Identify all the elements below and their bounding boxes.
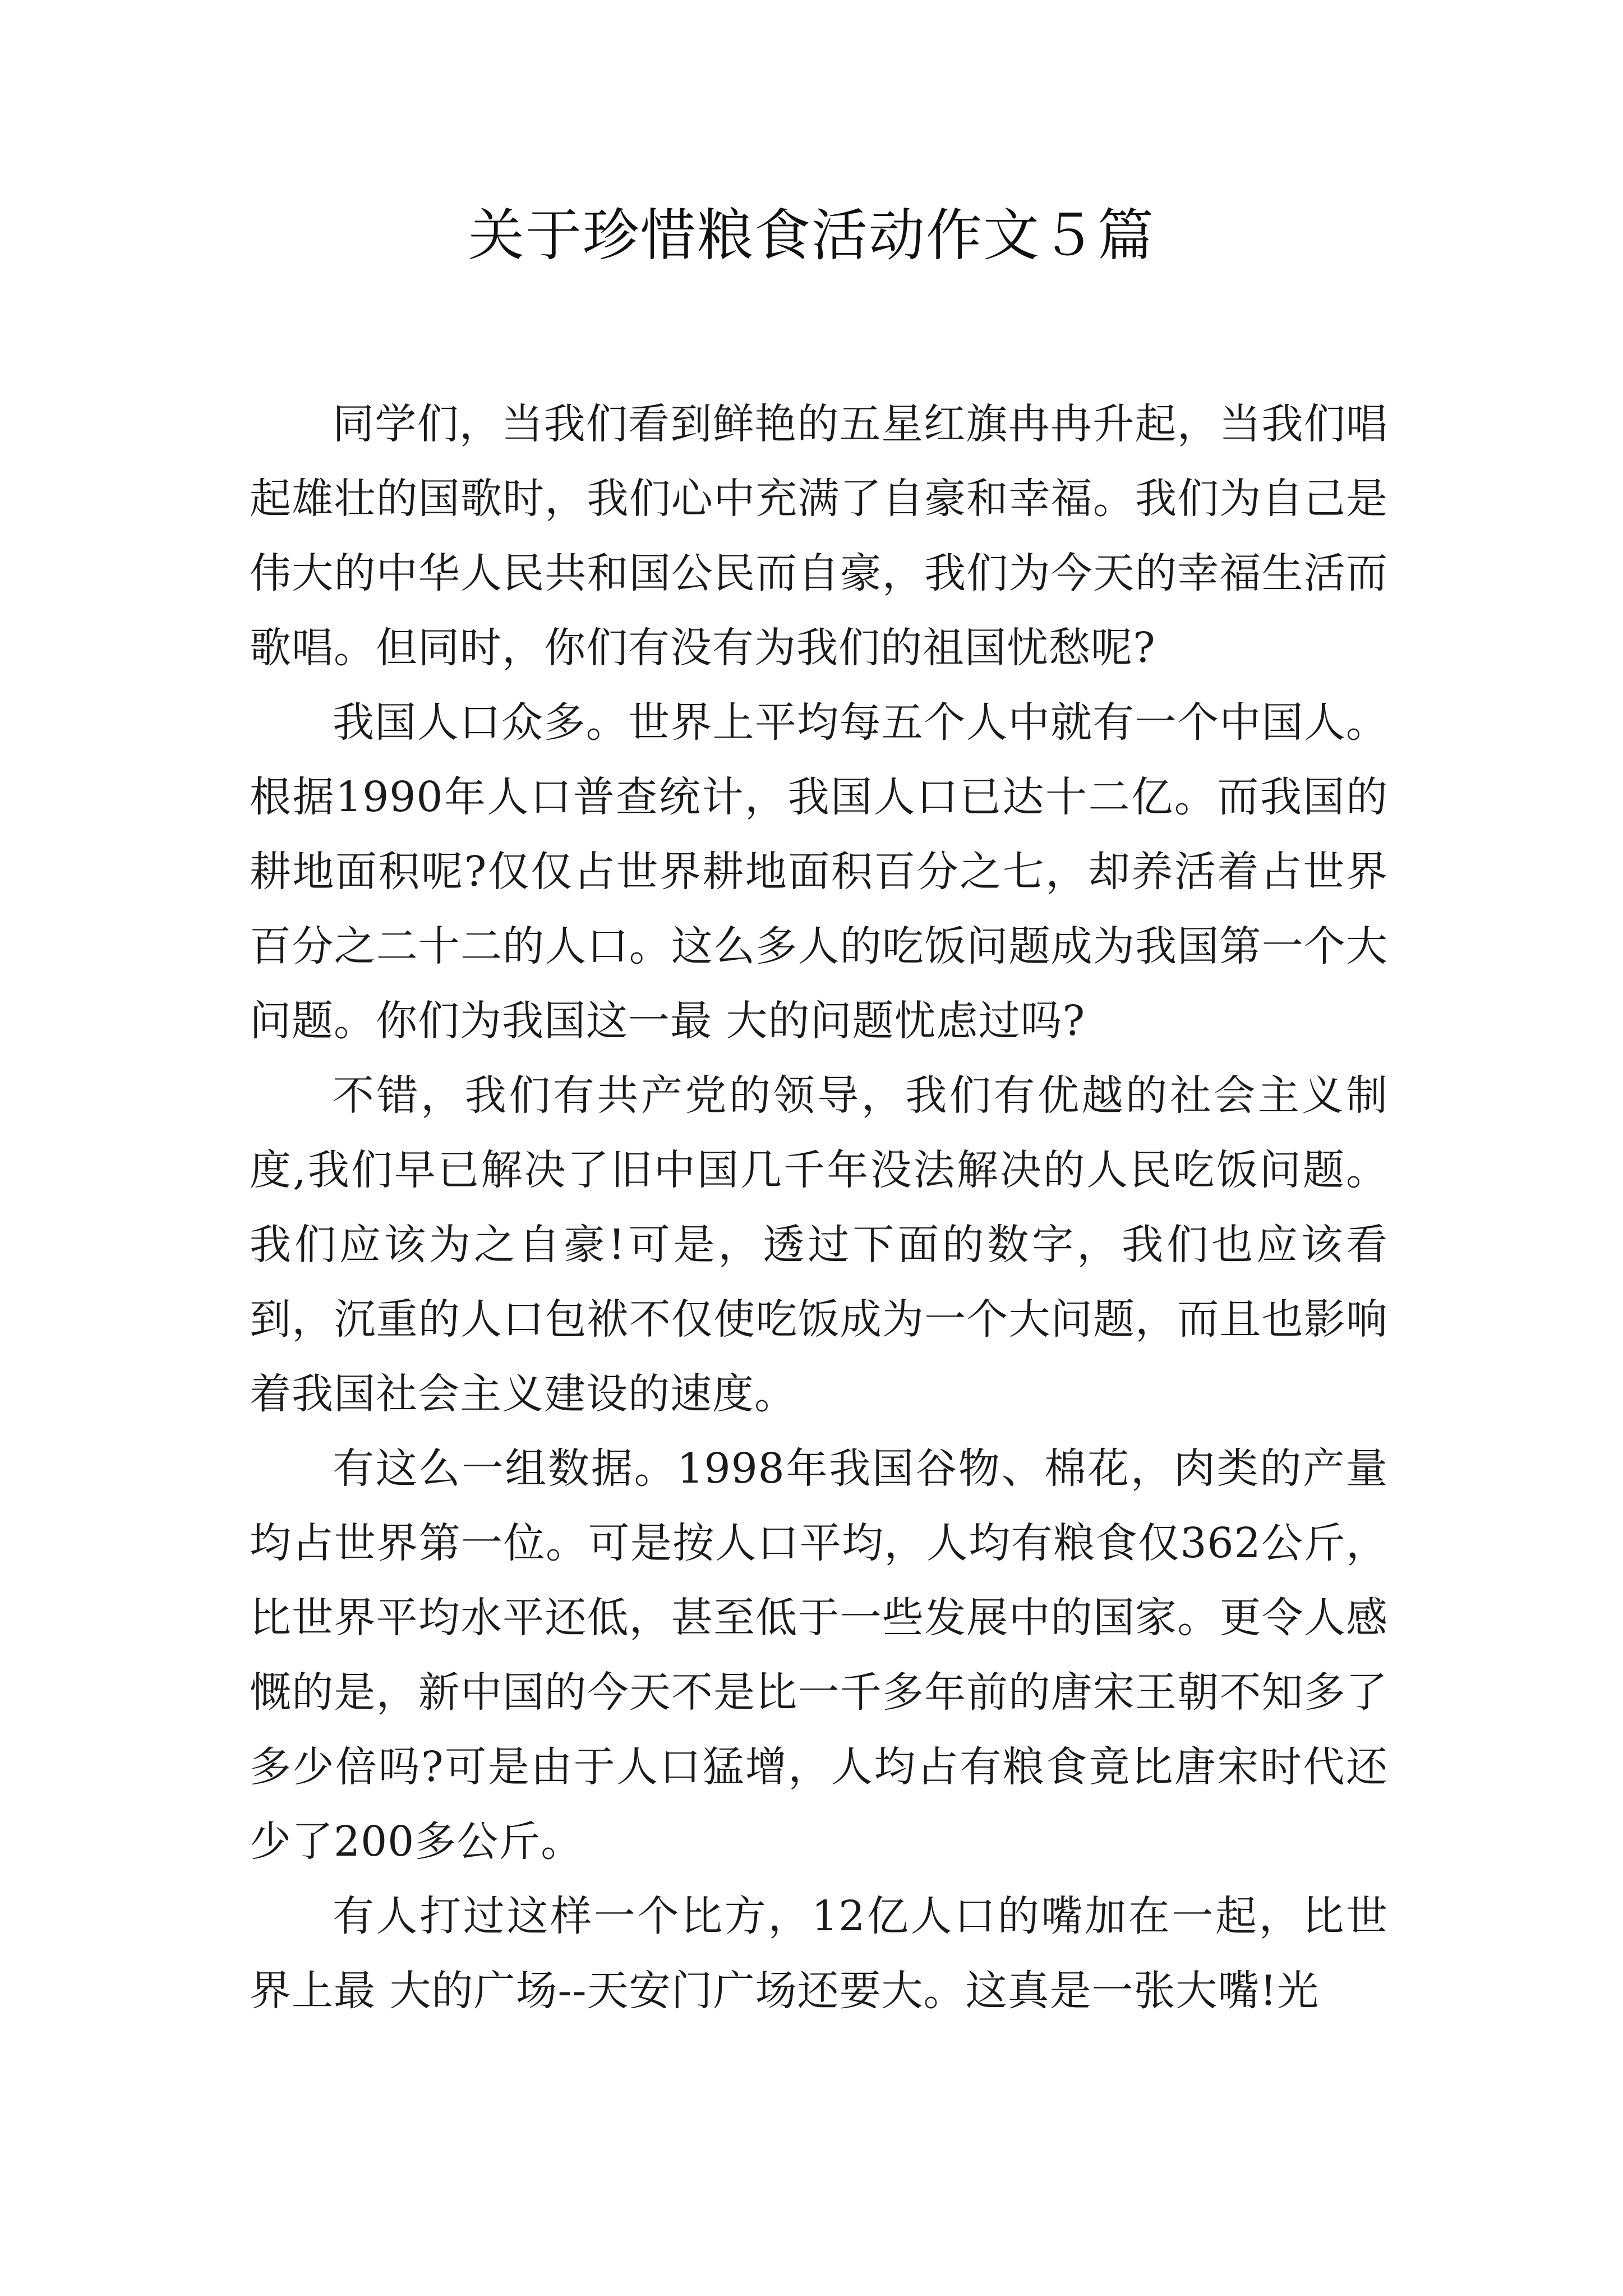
paragraph-2: 我国人口众多。世界上平均每五个人中就有一个中国人。根据1990年人口普查统计，我国人口已达十二亿。而我国的耕地面积呢?仅仅占世界耕地面积百分之七，却养活着占世界百分之二十二的人口。这么多人的吃饭问题成为我国第一个大问题。你们为我国这一最 大的问题忧虑过吗? bbox=[250, 698, 1388, 1045]
paragraph-5: 有人打过这样一个比方，12亿人口的嘴加在一起，比世界上最 大的广场--天安门广场还要大。这真是一张大嘴!光 bbox=[250, 1892, 1388, 2015]
paragraph-3: 不错，我们有共产党的领导，我们有优越的社会主义制度,我们早已解决了旧中国几千年没法解决的人民吃饭问题。我们应该为之自豪!可是，透过下面的数字，我们也应该看到，沉重的人口包袱不仅使吃饭成为一个大问题，而且也影响着我国社会主义建设的速度。 bbox=[250, 1071, 1388, 1418]
paragraph-4: 有这么一组数据。1998年我国谷物、棉花，肉类的产量均占世界第一位。可是按人口平均，人均有粮食仅362公斤，比世界平均水平还低，甚至低于一些发展中的国家。更令人感慨的是，新中国的今天不是比一千多年前的唐宋王朝不知多了多少倍吗?可是由于人口猛增，人均占有粮食竟比唐宋时代还少了200多公斤。 bbox=[250, 1444, 1388, 1866]
paragraph-1: 同学们，当我们看到鲜艳的五星红旗冉冉升起，当我们唱起雄壮的国歌时，我们心中充满了自豪和幸福。我们为自己是伟大的中华人民共和国公民而自豪，我们为今天的幸福生活而歌唱。但同时，你们有没有为我们的祖国忧愁呢? bbox=[250, 400, 1388, 672]
document-title: 关于珍惜粮食活动作文５篇 bbox=[468, 203, 1155, 268]
document-body bbox=[250, 387, 1388, 2028]
